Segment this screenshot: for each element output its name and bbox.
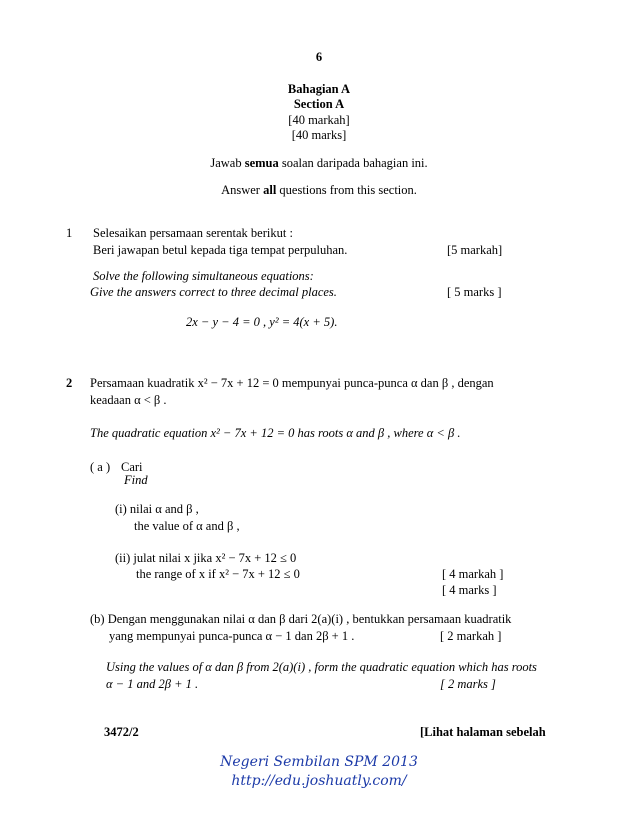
instruction-en: Answer all questions from this section. xyxy=(221,183,417,197)
section-title-ms: Bahagian A xyxy=(287,82,351,96)
page-number: 6 xyxy=(315,50,323,64)
section-title-en: Section A xyxy=(293,97,345,111)
q2-b-line2-en: α − 1 and 2β + 1 . xyxy=(106,677,199,691)
section-marks-ms: [40 markah] xyxy=(288,113,350,127)
q2-b-line2-ms: yang mempunyai punca-punca α − 1 dan 2β + 1 . xyxy=(109,629,355,643)
q2-a-i-en: the value of α and β , xyxy=(134,519,240,533)
q2-a-ii-ms: (ii) julat nilai x jika x² − 7x + 12 ≤ 0 xyxy=(115,551,297,565)
q2-a-marks-en: [ 4 marks ] xyxy=(442,583,497,597)
q2-a-i-ms: (i) nilai α and β , xyxy=(115,502,199,516)
q1-marks-en: [ 5 marks ] xyxy=(447,285,502,299)
q2-line-en: The quadratic equation x² − 7x + 12 = 0 has roots α and β , where α < β . xyxy=(90,426,461,440)
q2-number: 2 xyxy=(66,376,73,390)
q2-b-marks-en: [ 2 marks ] xyxy=(440,677,496,691)
q2-a-ii-en: the range of x if x² − 7x + 12 ≤ 0 xyxy=(136,567,300,581)
instruction-ms: Jawab semua soalan daripada bahagian ini. xyxy=(210,156,428,170)
q2-b-line1-en: Using the values of α dan β from 2(a)(i) , form the quadratic equation which has roots xyxy=(106,660,537,674)
q2-part-a-en: Find xyxy=(124,473,148,487)
q1-line2-ms: Beri jawapan betul kepada tiga tempat perpuluhan. xyxy=(93,243,348,257)
watermark-title: Negeri Sembilan SPM 2013 xyxy=(220,754,418,770)
watermark-link[interactable]: http://edu.joshuatly.com/ xyxy=(231,773,407,789)
q2-b-line1-ms: (b) Dengan menggunakan nilai α dan β dari 2(a)(i) , bentukkan persamaan kuadratik xyxy=(90,612,512,626)
q1-line1-en: Solve the following simultaneous equations: xyxy=(93,269,314,283)
footer-code: 3472/2 xyxy=(104,725,139,739)
q2-line2-ms: keadaan α < β . xyxy=(90,393,167,407)
q2-line1-ms: Persamaan kuadratik x² − 7x + 12 = 0 mempunyai punca-punca α dan β , dengan xyxy=(90,376,494,390)
q2-part-a-label: ( a ) xyxy=(90,460,111,474)
q1-number: 1 xyxy=(66,226,73,240)
footer-next-page: [Lihat halaman sebelah xyxy=(420,725,546,739)
q1-marks-ms: [5 markah] xyxy=(447,243,503,257)
q1-line1-ms: Selesaikan persamaan serentak berikut : xyxy=(93,226,293,240)
q1-line2-en: Give the answers correct to three decimal places. xyxy=(90,285,337,299)
q1-equation: 2x − y − 4 = 0 , y² = 4(x + 5). xyxy=(186,315,338,329)
q2-b-marks-ms: [ 2 markah ] xyxy=(440,629,502,643)
section-marks-en: [40 marks] xyxy=(291,128,347,142)
q2-a-marks-ms: [ 4 markah ] xyxy=(442,567,504,581)
q2-part-a-ms: Cari xyxy=(121,460,143,474)
